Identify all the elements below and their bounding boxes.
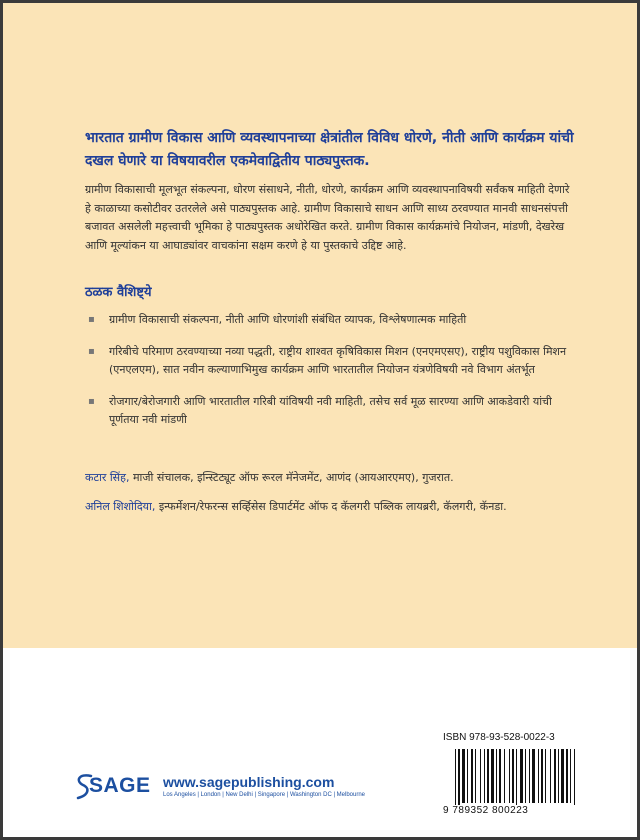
author-details: इन्फर्मेशन/रेफरन्स सर्व्हिसेस डिपार्टमेंट ऑफ द कॅलगरी पब्लिक लायब्ररी, कॅलगरी, कॅनडा. bbox=[155, 500, 507, 513]
barcode-bar bbox=[529, 749, 530, 803]
barcode-bar bbox=[509, 749, 510, 803]
feature-item bbox=[85, 393, 575, 430]
barcode-digits: 9 789352 800223 bbox=[443, 805, 591, 816]
barcode-bar bbox=[570, 749, 571, 803]
headline: भारतात ग्रामीण विकास आणि व्यवस्थापनाच्या क्षेत्रांतील विविध धोरणे, नीती आणि कार्यक्रम यांची दखल घेणारे या विषयावरील एकमेवाद्वितीय पाठ्यपुस्तक. bbox=[85, 130, 574, 169]
feature-text: ग्रामीण विकासाची संकल्पना, नीती आणि धोरणांशी संबंधित व्यापक, विश्लेषणात्मक माहिती bbox=[109, 313, 467, 326]
bullet-icon: ▪ bbox=[88, 395, 95, 407]
barcode-bar bbox=[532, 749, 535, 803]
sage-logo bbox=[75, 773, 161, 801]
barcode-bar bbox=[475, 749, 476, 803]
isbn-label: ISBN 978-93-528-0022-3 bbox=[443, 732, 555, 743]
barcode-bar bbox=[462, 749, 465, 803]
bullet-icon: ▪ bbox=[88, 345, 95, 357]
barcode-bar bbox=[487, 749, 489, 803]
barcode-bar bbox=[458, 749, 460, 807]
barcode-bar bbox=[512, 749, 514, 803]
barcode-bar bbox=[504, 749, 505, 803]
features-heading: ठळक वैशिष्ट्ये bbox=[85, 285, 152, 300]
publisher-cities: Los Angeles | London | New Delhi | Singapore | Washington DC | Melbourne bbox=[163, 792, 366, 798]
barcode-bar bbox=[471, 749, 473, 803]
barcode-bar bbox=[484, 749, 485, 803]
author-name: अनिल शिशोदिया, bbox=[85, 500, 156, 513]
barcode-bar bbox=[541, 749, 543, 803]
barcode-bar bbox=[516, 749, 517, 807]
bullet-icon: ▪ bbox=[88, 314, 95, 325]
sage-wordmark: SAGE bbox=[89, 774, 151, 797]
barcode-bar bbox=[480, 749, 481, 803]
feature-item bbox=[85, 343, 575, 380]
author-anil-shishodia bbox=[85, 498, 585, 516]
features-list bbox=[85, 311, 575, 443]
isbn-barcode bbox=[443, 747, 591, 817]
author-katar-singh bbox=[85, 469, 585, 487]
publisher-website[interactable]: www.sagepublishing.com bbox=[163, 774, 335, 790]
back-cover bbox=[3, 3, 637, 837]
barcode-bar bbox=[455, 749, 456, 807]
author-details: माजी संचालक, इन्स्टिट्यूट ऑफ रूरल मॅनेजमेंट, आणंद (आयआरएमए), गुजरात. bbox=[129, 471, 454, 484]
barcode-bar bbox=[525, 749, 526, 803]
feature-text: रोजगार/बेरोजगारी आणि भारतातील गरिबी यांविषयी नवी माहिती, तसेच सर्व मूळ सारण्या आणि आकडेवारी यांची पूर्णतया नवी मांडणी bbox=[109, 394, 552, 426]
barcode-bar bbox=[496, 749, 497, 803]
feature-text: गरिबीचे परिमाण ठरवण्याच्या नव्या पद्धती, राष्ट्रीय शाश्वत कृषिविकास मिशन (एनएमएसए), राष्ट्रीय पशुविकास मिशन (एनएलएम), सात नवीन कल्याणाभिमुख कार्यक्रम आणि भारतातील नियोजन यंत्रणेविषयी नवे विभाग अंतर्भूत bbox=[109, 344, 567, 376]
barcode-bar bbox=[520, 749, 523, 803]
author-name: कटार सिंह, bbox=[85, 471, 130, 484]
barcode-bar bbox=[558, 749, 559, 803]
barcode-bar bbox=[561, 749, 564, 803]
barcode-bar bbox=[574, 749, 575, 807]
barcode-bar bbox=[550, 749, 551, 803]
description: ग्रामीण विकासाची मूलभूत संकल्पना, धोरण संसाधने, नीती, धोरणे, कार्यक्रम आणि व्यवस्थापनाविषयी सर्वंकष माहिती देणारे हे काळाच्या कसोटीवर उतरलेले असे पाठ्यपुस्तक आहे. ग्रामीण विकासाचे साधन आणि साध्य ठरवण्यात मानवी साधनसंपत्ती बजावत असलेली महत्त्वाची भूमिका हे पाठ्यपुस्तक अधोरेखित करते. ग्रामीण विकास कार्यक्रमांचे नियोजन, मांडणी, देखरेख आणि मूल्यांकन या आघाड्यांवर वाचकांना सक्षम करणे हे या पुस्तकाचे उद्दिष्ट आहे. bbox=[85, 183, 570, 252]
barcode-bar bbox=[467, 749, 468, 803]
barcode-bar bbox=[491, 749, 494, 803]
barcode-bar bbox=[566, 749, 568, 803]
barcode-bar bbox=[499, 749, 501, 803]
barcode-bar bbox=[545, 749, 546, 803]
barcode-bars-icon bbox=[443, 747, 591, 807]
feature-item bbox=[85, 311, 575, 330]
barcode-bar bbox=[538, 749, 539, 803]
barcode-bar bbox=[554, 749, 556, 803]
